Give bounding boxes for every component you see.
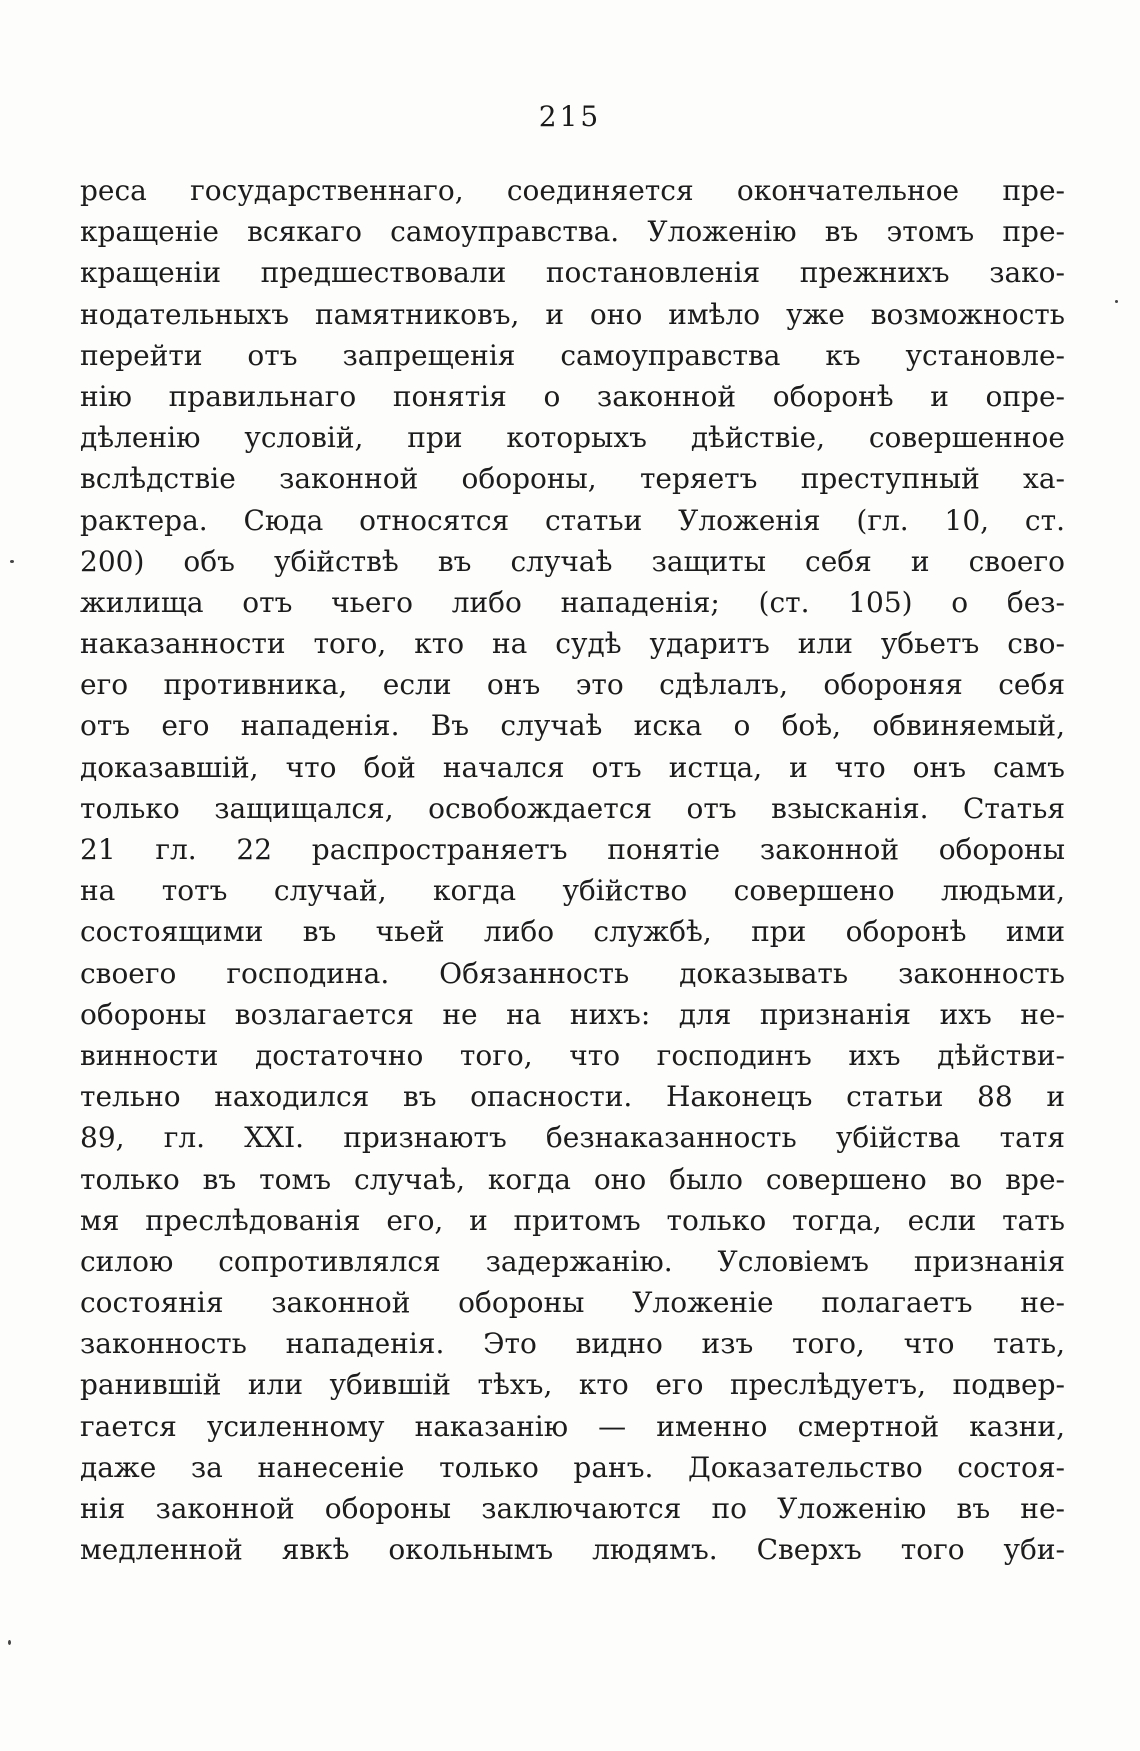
text-line: 200) объ убійствѣ въ случаѣ защиты себя и своего — [80, 544, 1065, 578]
text-line: 89, гл. XXI. признаютъ безнаказанность убійства татя — [80, 1121, 1065, 1155]
text-line: вслѣдствіе законной обороны, теряетъ преступный ха- — [80, 462, 1065, 496]
scan-speck — [8, 1640, 11, 1645]
text-line: только защищался, освобождается отъ взысканія. Статья — [80, 791, 1065, 825]
text-line: кращеніи предшествовали постановленія прежнихъ зако- — [80, 256, 1065, 290]
text-line: кращеніе всякаго самоуправства. Уложенію въ этомъ пре- — [80, 215, 1065, 249]
text-line: перейти отъ запрещенія самоуправства къ установле- — [80, 338, 1065, 372]
text-line: мя преслѣдованія его, и притомъ только тогда, если тать — [80, 1203, 1065, 1237]
text-line: 21 гл. 22 распространяетъ понятіе законной обороны — [80, 833, 1065, 866]
text-line: медленной явкѣ окольнымъ людямъ. Сверхъ того уби- — [80, 1533, 1065, 1567]
text-line: гается усиленному наказанію — именно смертной казни, — [80, 1409, 1065, 1443]
text-line: дѣленію условій, при которыхъ дѣйствіе, совершенное — [80, 421, 1065, 455]
text-line: ранившій или убившій тѣхъ, кто его преслѣдуетъ, подвер- — [80, 1368, 1065, 1402]
page-number: 215 — [538, 100, 602, 133]
text-line: винности достаточно того, что господинъ ихъ дѣйстви- — [80, 1038, 1065, 1072]
text-line: на тотъ случай, когда убійство совершено людьми, — [80, 874, 1065, 908]
text-line: жилища отъ чьего либо нападенія; (ст. 105) о без- — [80, 585, 1065, 619]
text-line: состоящими въ чьей либо службѣ, при оборонѣ ими — [80, 915, 1065, 949]
text-line: нодательныхъ памятниковъ, и оно имѣло уже возможность — [80, 297, 1065, 331]
text-line: наказанности того, кто на судѣ ударитъ или убьетъ сво- — [80, 627, 1065, 661]
text-line: своего господина. Обязанность доказывать законность — [80, 956, 1065, 990]
text-line: обороны возлагается не на нихъ: для признанія ихъ не- — [80, 997, 1065, 1031]
text-line: законность нападенія. Это видно изъ того, что тать, — [80, 1327, 1065, 1361]
scan-speck — [10, 560, 14, 563]
text-line: доказавшій, что бой начался отъ истца, и что онъ самъ — [80, 750, 1065, 784]
body-text — [80, 170, 1065, 1570]
text-line: реса государственнаго, соединяется окончательное пре- — [80, 174, 1065, 207]
text-line: нію правильнаго понятія о законной оборонѣ и опре- — [80, 379, 1065, 413]
text-line: силою сопротивлялся задержанію. Условіемъ признанія — [80, 1244, 1065, 1278]
text-line: отъ его нападенія. Въ случаѣ иска о боѣ, обвиняемый, — [80, 709, 1065, 743]
text-line: состоянія законной обороны Уложеніе полагаетъ не- — [80, 1286, 1065, 1320]
text-line: рактера. Сюда относятся статьи Уложенія (гл. 10, ст. — [80, 503, 1065, 537]
text-line: его противника, если онъ это сдѣлалъ, обороняя себя — [80, 668, 1065, 702]
text-line: тельно находился въ опасности. Наконецъ статьи 88 и — [80, 1080, 1065, 1114]
text-line: даже за нанесеніе только ранъ. Доказательство состоя- — [80, 1450, 1065, 1484]
scan-speck — [1115, 300, 1118, 303]
text-line: нія законной обороны заключаются по Уложенію въ не- — [80, 1492, 1065, 1525]
text-line: только въ томъ случаѣ, когда оно было совершено во вре- — [80, 1162, 1065, 1196]
